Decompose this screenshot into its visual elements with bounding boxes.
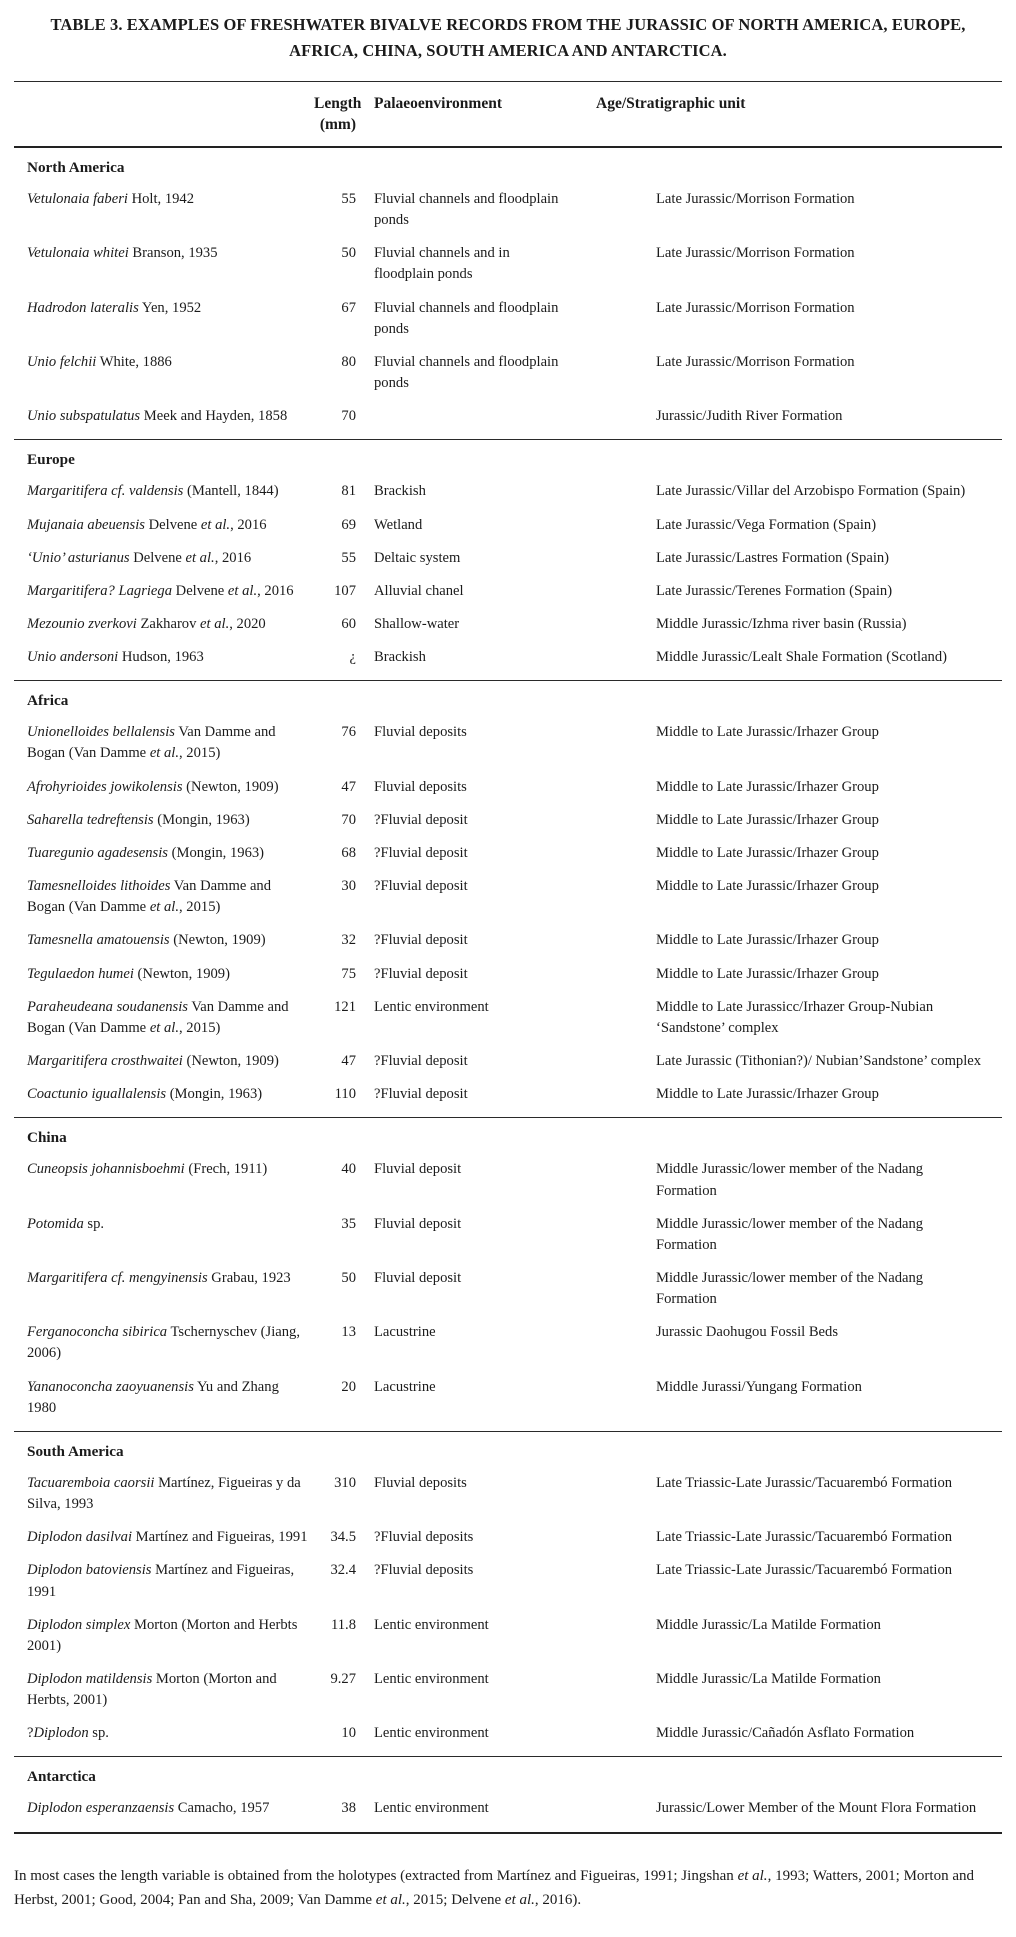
length-column-header-line2: (mm) [319,116,356,134]
length-cell: 9.27 [330,1671,356,1687]
length-cell: 34.5 [330,1529,356,1546]
palaeoenvironment-cell: Lentic environment [374,1725,489,1742]
taxon-cell: Ferganoconcha sibirica Tschernyschev (Jiang, 2006) [27,1324,300,1362]
taxon-cell: Margaritifera? Lagriega Delvene et al., 2016 [27,582,294,599]
taxon-cell: ‘Unio’ asturianus Delvene et al., 2016 [27,549,252,566]
length-cell: 50 [341,1269,356,1286]
palaeoenvironment-cell: Fluvial channels and floodplain ponds [374,190,559,229]
age-cell: Late Jurassic/Morrison Formation [656,353,855,370]
table-row [14,930,1002,951]
table-row [14,1669,1002,1711]
length-column-header [314,94,366,136]
age-cell: Middle Jurassi/Yungang Formation [656,1378,862,1395]
palaeoenvironment-cell: Brackish [374,483,426,500]
palaeoenvironment-cell: Fluvial deposits [374,724,467,741]
table-row [14,1214,1002,1256]
taxon-cell: Diplodon esperanzaensis Camacho, 1957 [27,1800,270,1817]
table-row [14,810,1002,831]
region-header: South America [27,1442,124,1460]
age-cell: Middle to Late Jurassic/Irhazer Group [656,811,879,828]
table-row [14,777,1002,798]
palaeoenvironment-cell: Alluvial chanel [374,582,464,599]
palaeoenvironment-cell [366,406,656,427]
age-column-header: Age/Stratigraphic unit [596,95,746,113]
table-row [14,581,1002,602]
bivalve-records-table [14,81,1002,1834]
age-cell: Jurassic/Judith River Formation [656,408,843,425]
table-row [14,843,1002,864]
length-cell: 55 [341,549,356,566]
age-cell: Middle Jurassic/Lealt Shale Formation (Scotland) [656,649,948,666]
table-row [14,1377,1002,1419]
age-cell: Late Triassic-Late Jurassic/Tacuarembó Formation [656,1529,953,1546]
length-cell: 35 [341,1215,356,1232]
table-row [14,243,1002,285]
table-row [14,1723,1002,1744]
palaeoenvironment-column-header: Palaeoenvironment [374,95,503,113]
taxon-cell: Tegulaedon humei (Newton, 1909) [27,965,230,982]
palaeoenvironment-cell: ?Fluvial deposit [374,1086,468,1103]
length-cell: 69 [341,516,356,533]
palaeoenvironment-cell: Lacustrine [374,1378,436,1395]
palaeoenvironment-cell: Wetland [374,516,423,533]
age-cell: Middle to Late Jurassic/Irhazer Group [656,1086,879,1103]
taxon-cell: Unio andersoni Hudson, 1963 [27,649,204,666]
taxon-cell: Margaritifera crosthwaitei (Newton, 1909) [27,1053,279,1070]
table-bottom-rule [14,1832,1002,1834]
table-row [14,1084,1002,1105]
taxon-cell: Cuneopsis johannisboehmi (Frech, 1911) [27,1161,268,1178]
taxon-cell: Unionelloides bellalensis Van Damme and Bogan (Van Damme et al., 2015) [27,724,276,762]
taxon-cell: Unio subspatulatus Meek and Hayden, 1858 [27,408,288,425]
taxon-cell: Tuaregunio agadesensis (Mongin, 1963) [27,844,265,861]
table-row [14,964,1002,985]
length-cell: 110 [334,1086,356,1103]
length-cell: 47 [341,1053,356,1070]
length-cell: 70 [341,408,356,425]
palaeoenvironment-cell: ?Fluvial deposit [374,965,468,982]
length-cell: 60 [341,616,356,632]
taxon-cell: Vetulonaia whitei Branson, 1935 [27,245,218,262]
table-row [14,1322,1002,1364]
taxon-cell: ?Diplodon sp. [27,1725,109,1742]
table-row [14,1527,1002,1548]
age-cell: Late Jurassic/Terenes Formation (Spain) [656,582,893,599]
length-cell: 32 [341,932,356,949]
age-cell: Middle Jurassic/lower member of the Nadang Formation [656,1161,924,1199]
taxon-cell: Saharella tedreftensis (Mongin, 1963) [27,811,250,828]
length-cell: 70 [341,811,356,828]
age-cell: Middle Jurassic/lower member of the Nadang Formation [656,1269,924,1308]
length-cell: 68 [341,844,356,861]
age-cell: Late Triassic-Late Jurassic/Tacuarembó Formation [656,1474,953,1491]
taxon-cell: Margaritifera cf. valdensis (Mantell, 1844) [27,483,279,500]
table-row [14,722,1002,764]
region-header: Antarctica [27,1768,96,1786]
palaeoenvironment-cell: Lentic environment [374,1616,489,1633]
palaeoenvironment-cell: Fluvial deposit [374,1215,462,1232]
age-cell: Middle to Late Jurassicc/Irhazer Group-Nubian ‘Sandstone’ complex [656,998,934,1036]
length-column-header-line1: Length [314,95,362,113]
palaeoenvironment-cell: Fluvial channels and floodplain ponds [374,299,559,337]
age-cell: Late Jurassic/Vega Formation (Spain) [656,516,877,533]
length-cell: ¿ [349,649,356,666]
palaeoenvironment-cell: Fluvial channels and in floodplain ponds [374,245,510,283]
palaeoenvironment-cell: Shallow-water [374,616,460,632]
age-cell: Late Jurassic/Villar del Arzobispo Formation (Spain) [656,483,966,500]
length-cell: 20 [341,1378,356,1395]
palaeoenvironment-cell: ?Fluvial deposit [374,1053,468,1070]
age-cell: Middle to Late Jurassic/Irhazer Group [656,965,879,982]
table-row [14,1615,1002,1657]
table-row [14,1051,1002,1072]
palaeoenvironment-cell: ?Fluvial deposit [374,844,468,861]
taxon-cell: Vetulonaia faberi Holt, 1942 [27,190,195,207]
age-cell: Late Triassic-Late Jurassic/Tacuarembó Formation [656,1562,953,1579]
table-row [14,406,1002,427]
length-cell: 76 [341,724,356,741]
length-cell: 107 [334,582,356,599]
region-header: Europe [27,451,75,469]
taxon-cell: Potomida sp. [27,1215,105,1232]
age-cell: Late Jurassic/Morrison Formation [656,190,855,207]
age-cell: Middle Jurassic/lower member of the Nadang Formation [656,1215,924,1253]
taxon-cell: Mujanaia abeuensis Delvene et al., 2016 [27,516,267,533]
palaeoenvironment-cell: ?Fluvial deposit [374,932,468,949]
taxon-cell: Tamesnelloides lithoides Van Damme and Bogan (Van Damme et al., 2015) [27,878,272,916]
taxon-column-header [14,94,314,136]
length-cell: 81 [341,483,356,500]
taxon-cell: Diplodon batoviensis Martínez and Figueiras, 1991 [27,1562,295,1600]
length-cell: 13 [341,1324,356,1341]
table-row [14,1268,1002,1310]
age-cell: Jurassic/Lower Member of the Mount Flora Formation [656,1800,977,1817]
taxon-cell: Unio felchii White, 1886 [27,353,172,370]
palaeoenvironment-cell: Fluvial deposit [374,1269,462,1286]
length-cell: 10 [341,1725,356,1742]
length-cell: 40 [341,1161,356,1178]
region-header: Africa [27,692,69,710]
length-cell: 75 [341,965,356,982]
table-row [14,647,1002,668]
age-cell: Middle Jurassic/La Matilde Formation [656,1616,881,1633]
palaeoenvironment-cell: Lentic environment [374,1800,489,1817]
palaeoenvironment-cell: ?Fluvial deposits [374,1562,474,1579]
palaeoenvironment-cell: Fluvial channels and floodplain ponds [374,353,559,392]
taxon-cell: Tamesnella amatouensis (Newton, 1909) [27,932,266,949]
table-row [14,352,1002,394]
column-header-row [14,82,1002,146]
taxon-cell: Diplodon dasilvai Martínez and Figueiras, 1991 [27,1529,308,1546]
age-cell: Jurassic Daohugou Fossil Beds [656,1324,839,1341]
palaeoenvironment-cell: Brackish [374,649,426,666]
palaeoenvironment-cell: ?Fluvial deposits [374,1529,474,1546]
taxon-cell: Diplodon simplex Morton (Morton and Herbts 2001) [27,1616,298,1654]
age-cell: Middle to Late Jurassic/Irhazer Group [656,778,879,795]
palaeoenvironment-cell: Lacustrine [374,1324,436,1341]
taxon-cell: Tacuaremboia caorsii Martínez, Figueiras y da Silva, 1993 [27,1474,301,1513]
length-cell: 32.4 [330,1562,356,1579]
length-cell: 55 [341,190,356,207]
age-cell: Late Jurassic/Lastres Formation (Spain) [656,549,890,566]
table-row [14,1560,1002,1602]
age-cell: Middle Jurassic/Izhma river basin (Russia) [656,616,907,632]
length-cell: 67 [341,299,356,316]
palaeoenvironment-cell: Lentic environment [374,1671,489,1687]
length-cell: 11.8 [331,1616,356,1633]
palaeoenvironment-cell: Fluvial deposits [374,778,467,795]
taxon-cell: Paraheudeana soudanensis Van Damme and Bogan (Van Damme et al., 2015) [27,998,289,1036]
palaeoenvironment-cell: Fluvial deposit [374,1161,462,1178]
palaeoenvironment-cell: ?Fluvial deposit [374,878,468,895]
taxon-cell: Mezounio zverkovi Zakharov et al., 2020 [27,616,266,632]
length-cell: 30 [341,878,356,895]
taxon-cell: Hadrodon lateralis Yen, 1952 [27,299,202,316]
table-footnote: In most cases the length variable is obtained from the holotypes (extracted from Martínez and Figueiras, 1991; Jingshan et al., 1993; Watters, 2001; Morton and Herbst, 2001; Good, 2004; Pan and Sha, 2009; Van Damme et al., 2015; Delvene et al., 2016). [14,1867,974,1909]
age-cell: Middle Jurassic/Cañadón Asflato Formation [656,1725,915,1742]
length-cell: 121 [334,998,356,1015]
table-caption: TABLE 3. EXAMPLES OF FRESHWATER BIVALVE RECORDS FROM THE JURASSIC OF NORTH AMERICA, EUROPE, AFRICA, CHINA, SOUTH AMERICA AND ANTARCTICA. [50,15,966,60]
table-row [14,1473,1002,1515]
taxon-cell: Margaritifera cf. mengyinensis Grabau, 1923 [27,1269,291,1286]
taxon-cell: Coactunio iguallalensis (Mongin, 1963) [27,1086,263,1103]
age-cell: Late Jurassic (Tithonian?)/ Nubian’Sandstone’ complex [656,1053,982,1070]
table-row [14,548,1002,569]
age-cell: Middle to Late Jurassic/Irhazer Group [656,878,879,895]
palaeoenvironment-cell: ?Fluvial deposit [374,811,468,828]
table-row [14,1159,1002,1201]
length-cell: 310 [334,1474,356,1491]
table-row [14,481,1002,502]
taxon-cell: Afrohyrioides jowikolensis (Newton, 1909) [27,778,279,795]
length-cell: 47 [341,778,356,795]
table-row [14,876,1002,918]
table-row [14,1798,1002,1819]
table-row [14,515,1002,536]
age-cell: Middle to Late Jurassic/Irhazer Group [656,724,879,741]
table-row [14,614,1002,635]
table-body [14,148,1002,1820]
palaeoenvironment-cell: Lentic environment [374,998,489,1015]
region-header: China [27,1129,67,1147]
taxon-cell: Diplodon matildensis Morton (Morton and Herbts, 2001) [27,1671,277,1709]
palaeoenvironment-cell: Deltaic system [374,549,461,566]
age-cell: Middle Jurassic/La Matilde Formation [656,1671,881,1687]
table-row [14,298,1002,340]
table-row [14,189,1002,231]
region-header: North America [27,158,125,176]
palaeoenvironment-cell: Fluvial deposits [374,1474,467,1491]
age-cell: Late Jurassic/Morrison Formation [656,299,855,316]
length-cell: 38 [341,1800,356,1817]
age-cell: Middle to Late Jurassic/Irhazer Group [656,932,879,949]
length-cell: 80 [341,353,356,370]
age-cell: Middle to Late Jurassic/Irhazer Group [656,844,879,861]
taxon-cell: Yananoconcha zaoyuanensis Yu and Zhang 1980 [27,1378,279,1416]
age-cell: Late Jurassic/Morrison Formation [656,245,855,262]
table-row [14,997,1002,1039]
length-cell: 50 [341,245,356,262]
